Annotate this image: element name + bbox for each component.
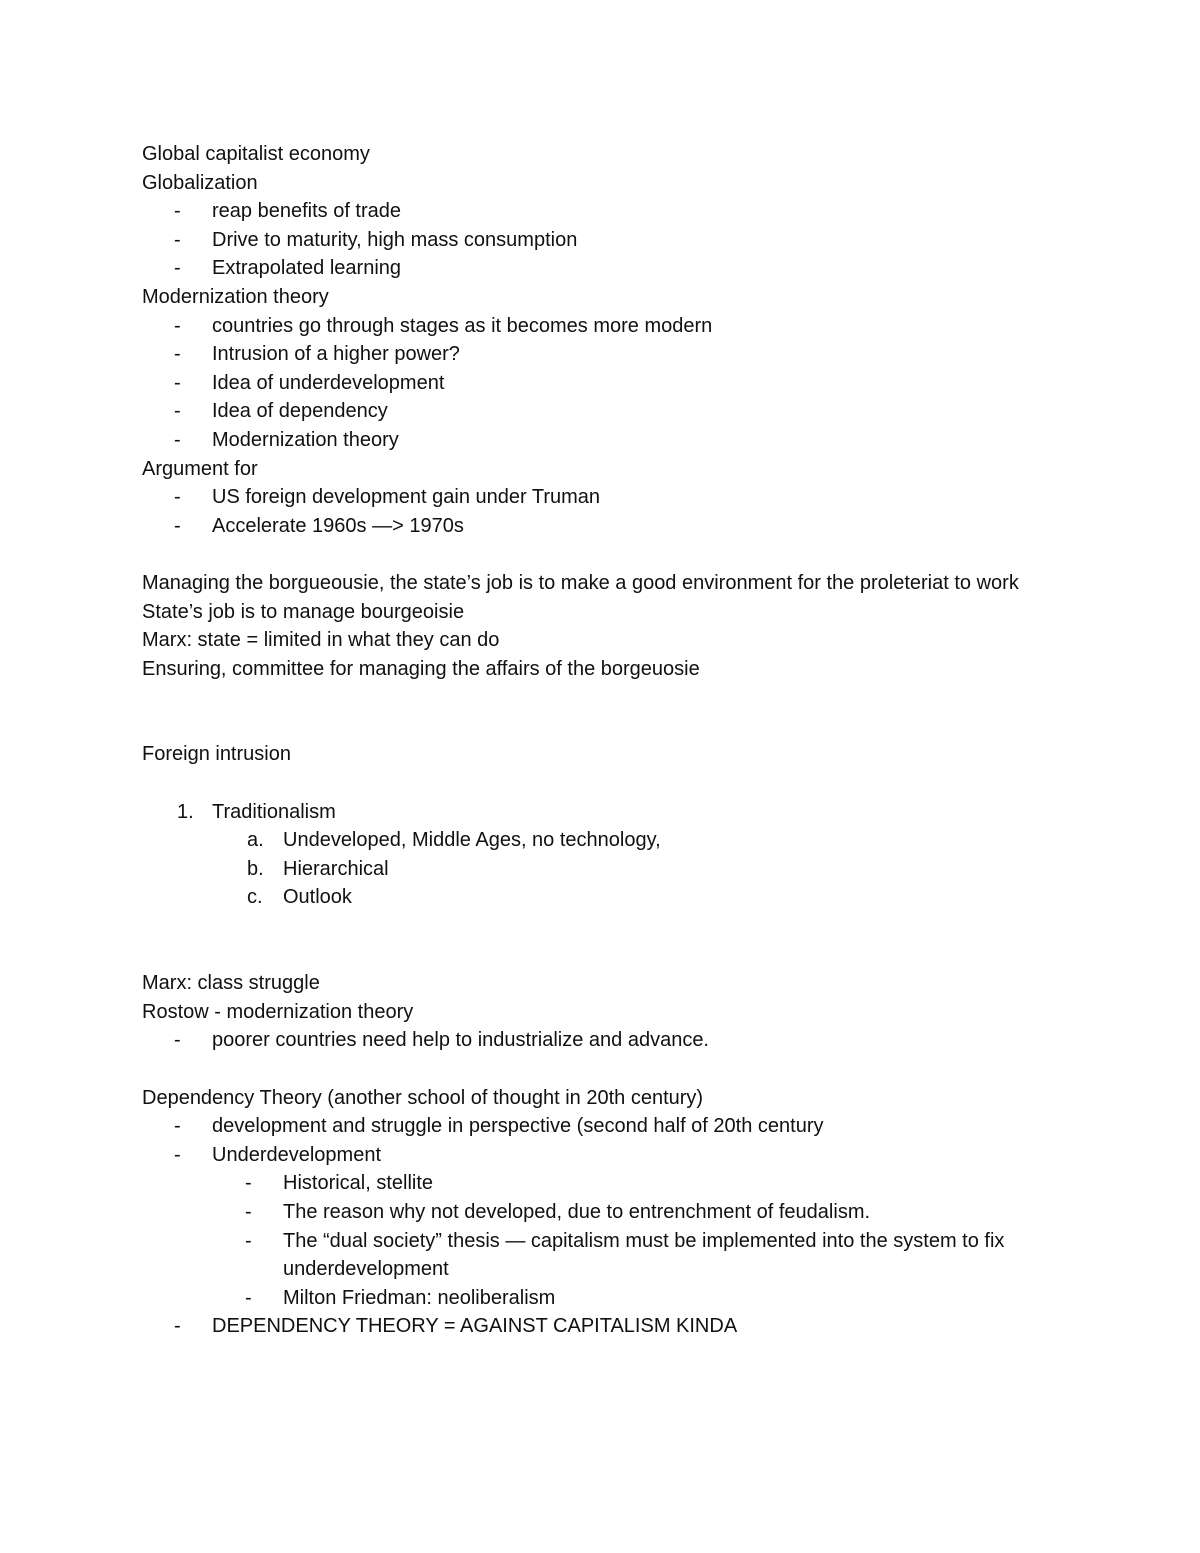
text-line: Marx: class struggle xyxy=(142,972,320,995)
paragraph-managing-bourgeoisie: Managing the borgueousie, the state’s job is to make a good environment for the proleteriat to work xyxy=(142,571,1019,594)
lettered-item: b. Hierarchical xyxy=(142,855,1042,884)
heading-rostow: Rostow - modernization theory xyxy=(142,1000,414,1023)
list-item: - poorer countries need help to industrialize and advance. xyxy=(142,1026,1042,1055)
bullet-dash: - xyxy=(174,314,181,337)
bullet-dash: - xyxy=(174,1115,181,1138)
bullet-dash: - xyxy=(174,400,181,423)
blank-line xyxy=(142,941,1042,970)
lettered-item: a. Undeveloped, Middle Ages, no technology, xyxy=(142,826,1042,855)
heading-argument-for: Argument for xyxy=(142,457,258,480)
heading-globalization: Globalization xyxy=(142,171,258,194)
heading-foreign-intrusion: Foreign intrusion xyxy=(142,743,291,766)
bullet-dash: - xyxy=(174,1029,181,1052)
sub-list-item: - Milton Friedman: neoliberalism xyxy=(142,1284,1042,1313)
list-item: - DEPENDENCY THEORY = AGAINST CAPITALISM KINDA xyxy=(142,1312,1042,1341)
bullet-dash: - xyxy=(174,486,181,509)
sub-list-item: - The reason why not developed, due to entrenchment of feudalism. xyxy=(142,1198,1042,1227)
text-line: Marx: state = limited in what they can do xyxy=(142,629,500,652)
heading-modernization-theory: Modernization theory xyxy=(142,285,329,308)
bullet-dash: - xyxy=(174,200,181,223)
sub-list-item: - Historical, stellite xyxy=(142,1169,1042,1198)
list-item: - Idea of dependency xyxy=(142,397,1042,426)
list-item: - countries go through stages as it becomes more modern xyxy=(142,312,1042,341)
blank-line xyxy=(142,683,1042,712)
blank-line xyxy=(142,1055,1042,1084)
bullet-dash: - xyxy=(174,371,181,394)
list-item: - Extrapolated learning xyxy=(142,254,1042,283)
sub-list-item: - The “dual society” thesis — capitalism must be implemented into the system to fix underdevelopment xyxy=(142,1227,1042,1284)
list-item: - Intrusion of a higher power? xyxy=(142,340,1042,369)
bullet-dash: - xyxy=(245,1200,252,1223)
bullet-dash: - xyxy=(174,228,181,251)
list-item: - Accelerate 1960s —> 1970s xyxy=(142,512,1042,541)
bullet-dash: - xyxy=(174,428,181,451)
text-line: Ensuring, committee for managing the affairs of the borgeuosie xyxy=(142,657,700,680)
list-item: - reap benefits of trade xyxy=(142,197,1042,226)
heading-dependency-theory: Dependency Theory (another school of thought in 20th century) xyxy=(142,1086,704,1109)
blank-line xyxy=(142,912,1042,941)
list-letter: c. xyxy=(247,886,263,909)
list-item: - Underdevelopment xyxy=(142,1141,1042,1170)
list-item: - Drive to maturity, high mass consumption xyxy=(142,226,1042,255)
bullet-dash: - xyxy=(174,343,181,366)
heading-global-capitalist-economy: Global capitalist economy xyxy=(142,143,370,165)
list-item: - Modernization theory xyxy=(142,426,1042,455)
blank-line xyxy=(142,769,1042,798)
bullet-dash: - xyxy=(245,1286,252,1309)
bullet-dash: - xyxy=(174,1315,181,1338)
bullet-dash: - xyxy=(174,514,181,537)
bullet-dash: - xyxy=(174,257,181,280)
list-letter: a. xyxy=(247,829,264,852)
list-item: - development and struggle in perspective (second half of 20th century xyxy=(142,1112,1042,1141)
list-number: 1. xyxy=(177,800,194,823)
document-body xyxy=(142,140,1042,1341)
bullet-dash: - xyxy=(245,1229,252,1252)
numbered-item: 1. Traditionalism xyxy=(142,798,1042,827)
lettered-item: c. Outlook xyxy=(142,883,1042,912)
list-letter: b. xyxy=(247,857,264,880)
blank-line xyxy=(142,540,1042,569)
blank-line xyxy=(142,712,1042,741)
bullet-dash: - xyxy=(174,1143,181,1166)
list-item: - US foreign development gain under Truman xyxy=(142,483,1042,512)
bullet-dash: - xyxy=(245,1172,252,1195)
list-item: - Idea of underdevelopment xyxy=(142,369,1042,398)
text-line: State’s job is to manage bourgeoisie xyxy=(142,600,465,623)
